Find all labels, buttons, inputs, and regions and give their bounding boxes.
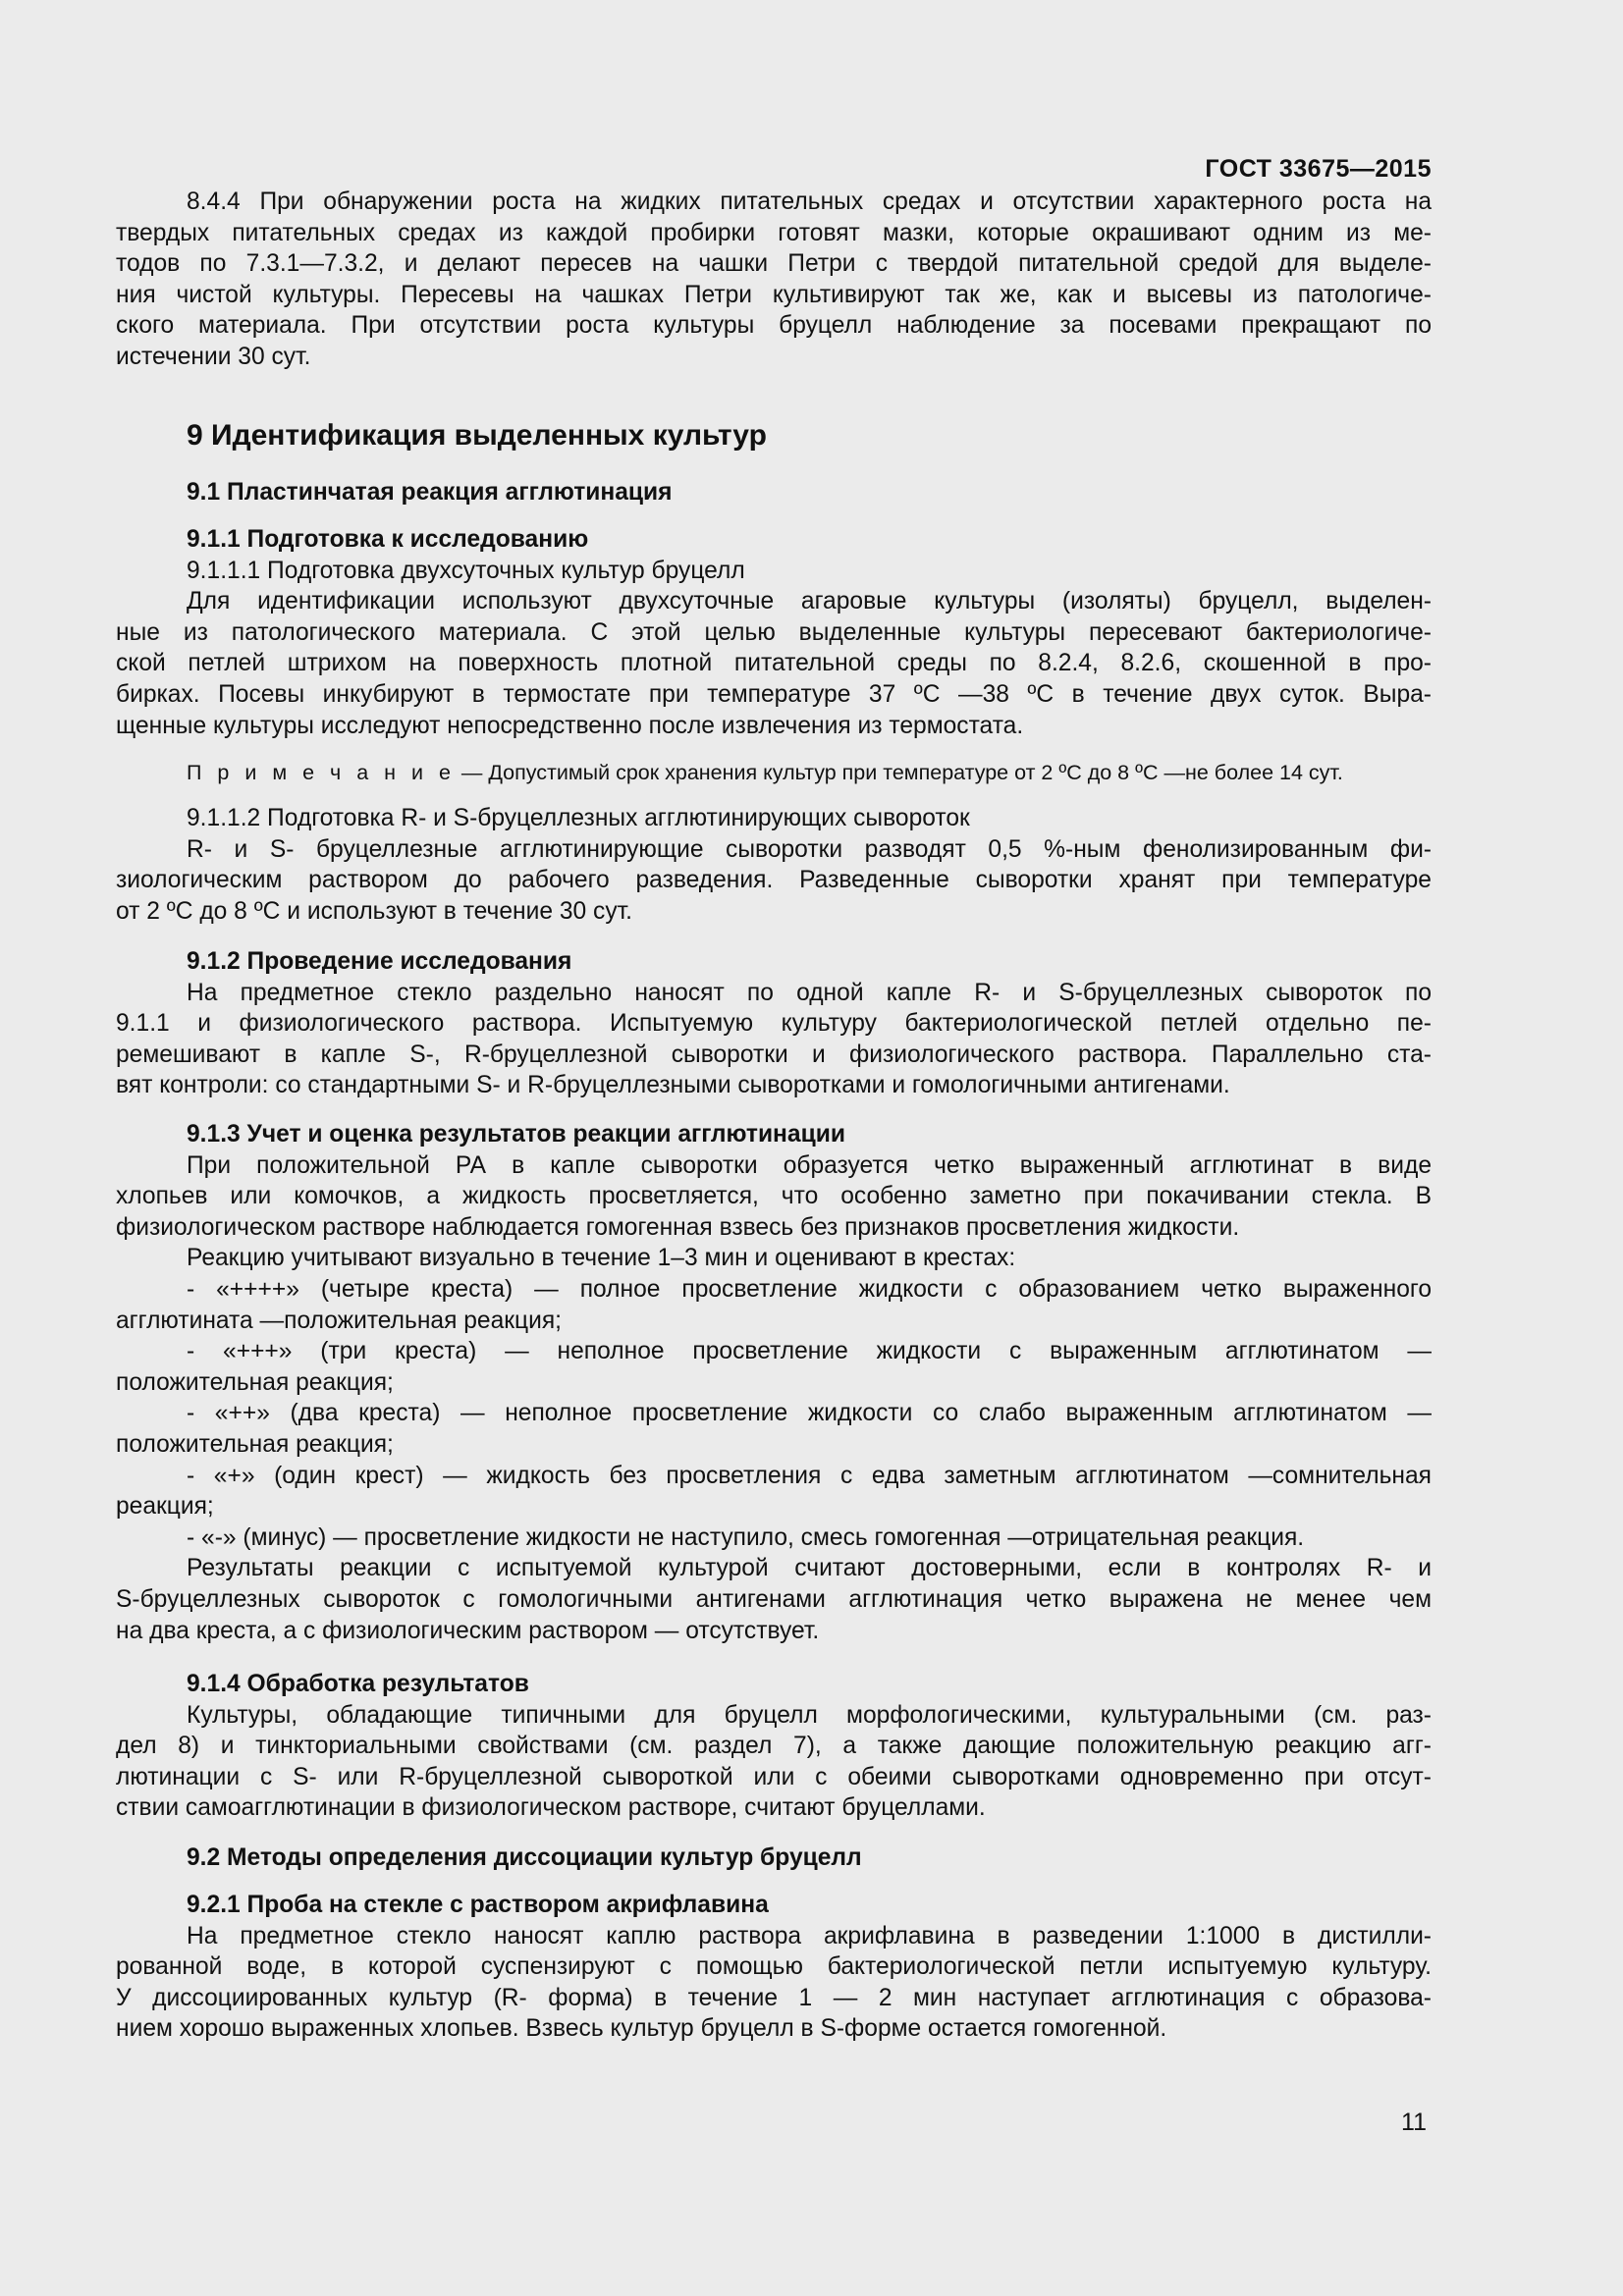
text-line: лютинации с S- или R-бруцеллезной сывороткой или с обеими сыворотками одновременно при отсут-: [116, 1763, 1432, 1790]
text-line: тодов по 7.3.1—7.3.2, и делают пересев на чашки Петри с твердой питательной средой для выделе-: [116, 250, 1432, 278]
paragraph-9-1-3: [116, 1150, 1432, 1647]
note-block: [116, 758, 1432, 787]
text-line: 8.4.4 При обнаружении роста на жидких питательных средах и отсутствии характерного роста на: [187, 188, 1432, 215]
subsection-9-1-4-block: [116, 1669, 1432, 1824]
text-line: - «++» (два креста) — неполное просветление жидкости со слабо выраженным агглютинатом —: [187, 1400, 1432, 1427]
text-line: ремешивают в капле S-, R-бруцеллезной сыворотки и физиологического раствора. Параллельно ста-: [116, 1041, 1432, 1068]
subsection-9-1-4-title: 9.1.4 Обработка результатов: [187, 1671, 529, 1697]
text-line: 9.1.1 и физиологического раствора. Испытуемую культуру бактериологической петлей отдельно пе-: [116, 1010, 1432, 1038]
subsection-9-1-1-title: 9.1.1 Подготовка к исследованию: [187, 526, 589, 553]
text-line: положительная реакция;: [116, 1368, 394, 1396]
paragraph-9-1-2: [116, 978, 1432, 1101]
subsection-9-2-1-title: 9.2.1 Проба на стекле с раствором акрифлавина: [187, 1892, 769, 1918]
text-line: зиологическим раствором до рабочего разведения. Разведенные сыворотки хранят при температуре: [116, 867, 1432, 894]
text-line: Для идентификации используют двухсуточные агаровые культуры (изоляты) бруцелл, выделен-: [187, 588, 1432, 615]
paragraph-9-2-1: [116, 1921, 1432, 2045]
paragraph-9-1-1-2: [116, 834, 1432, 928]
text-line: твердых питательных средах из каждой пробирки готовят мазки, которые окрашивают одним из ме-: [116, 219, 1432, 246]
section-9-heading-block: [116, 419, 1432, 453]
text-line: R- и S- бруцеллезные агглютинирующие сыворотки разводят 0,5 %-ным фенолизированным фи-: [187, 835, 1432, 863]
text-line: вят контроли: со стандартными S- и R-бруцеллезными сыворотками и гомологичными антигенами.: [116, 1072, 1230, 1099]
text-line: физиологическом растворе наблюдается гомогенная взвесь без признаков просветления жидкости.: [116, 1213, 1240, 1241]
subsection-9-1-2-title: 9.1.2 Проведение исследования: [187, 948, 572, 975]
text-line: У диссоциированных культур (R- форма) в течение 1 — 2 мин наступает агглютинация с образова-: [116, 1984, 1432, 2011]
text-line: щенные культуры исследуют непосредственно после извлечения из термостата.: [116, 712, 1024, 739]
note-label: П р и м е ч а н и е: [187, 761, 456, 784]
subsection-9-1-1-block: [116, 524, 1432, 741]
text-line: агглютината —положительная реакция;: [116, 1307, 563, 1334]
standard-header: ГОСТ 33675—2015: [1205, 155, 1432, 183]
text-line: хлопьев или комочков, а жидкость просветляется, что особенно заметно при покачивании стекла. В: [116, 1183, 1432, 1210]
text-line: на два креста, а с физиологическим раствором — отсутствует.: [116, 1617, 820, 1644]
page-number: 11: [1401, 2109, 1427, 2136]
text-line: - «+» (один крест) — жидкость без просветления с едва заметным агглютинатом —сомнительная: [187, 1462, 1432, 1489]
text-line: - «++++» (четыре креста) — полное просветление жидкости с образованием четко выраженного: [187, 1275, 1432, 1303]
text-line: ния чистой культуры. Пересевы на чашках Петри культивируют так же, как и высевы из патологиче-: [116, 281, 1432, 308]
subsection-9-1-title: 9.1 Пластинчатая реакция агглютинация: [187, 479, 673, 506]
text-line: При положительной РА в капле сыворотки образуется четко выраженный агглютинат в виде: [187, 1151, 1432, 1179]
text-line: На предметное стекло раздельно наносят по одной капле R- и S-бруцеллезных сывороток по: [187, 979, 1432, 1006]
text-line: ской петлей штрихом на поверхность плотной питательной среды по 8.2.4, 8.2.6, скошенной в про-: [116, 650, 1432, 677]
paragraph-9-1-4: [116, 1700, 1432, 1824]
text-line: Результаты реакции с испытуемой культурой считают достоверными, если в контролях R- и: [187, 1555, 1432, 1582]
text-line: Культуры, обладающие типичными для бруцелл морфологическими, культуральными (см. раз-: [187, 1701, 1432, 1729]
text-line: ского материала. При отсутствии роста культуры бруцелл наблюдение за посевами прекращают по: [116, 312, 1432, 340]
text-line: бирках. Посевы инкубируют в термостате при температуре 37 ºС —38 ºС в течение двух суток. Выра-: [116, 680, 1432, 708]
paragraph-8-4-4: [116, 187, 1432, 373]
text-line: S-бруцеллезных сывороток с гомологичными антигенами агглютинация четко выражена не менее чем: [116, 1585, 1432, 1613]
subsection-9-2-1-block: [116, 1890, 1432, 2045]
paragraph-9-1-1-1: [116, 586, 1432, 741]
text-line: 9.1.1.2 Подготовка R- и S-бруцеллезных агглютинирующих сывороток: [187, 805, 970, 831]
text-line: ные из патологического материала. С этой целью выделенные культуры пересевают бактериологиче-: [116, 618, 1432, 646]
subsection-9-1-1-2-title: [116, 803, 1432, 834]
text-line: ствии самоагглютинации в физиологическом растворе, считают бруцеллами.: [116, 1794, 986, 1822]
note-text: — Допустимый срок хранения культур при температуре от 2 ºС до 8 ºС —не более 14 сут.: [455, 761, 1343, 784]
note: [116, 758, 1432, 787]
subsection-9-1-3-title: 9.1.3 Учет и оценка результатов реакции агглютинации: [187, 1121, 845, 1148]
subsection-9-1-1-1-title: [116, 556, 1432, 587]
text-line: На предметное стекло наносят каплю раствора акрифлавина в разведении 1:1000 в дистилли-: [187, 1922, 1432, 1949]
subsection-9-1-3-block: [116, 1119, 1432, 1646]
subsection-9-2-title: 9.2 Методы определения диссоциации культур бруцелл: [187, 1844, 862, 1871]
text-line: Реакцию учитывают визуально в течение 1–3 мин и оценивают в крестах:: [187, 1245, 1016, 1272]
text-line: рованной воде, в которой суспензируют с помощью бактериологической петли испытуемую культуру.: [116, 1953, 1432, 1981]
section-9-title: 9 Идентификация выделенных культур: [187, 419, 767, 452]
text-line: от 2 ºС до 8 ºС и используют в течение 30 сут.: [116, 897, 633, 925]
text-line: реакция;: [116, 1493, 214, 1521]
subsection-9-1-heading-block: [116, 477, 1432, 508]
subsection-9-1-2-block: [116, 946, 1432, 1101]
text-line: дел 8) и тинкториальными свойствами (см. раздел 7), а также дающие положительную реакцию агг-: [116, 1733, 1432, 1760]
paragraph-8-4-4-text: [116, 187, 1432, 373]
subsection-9-2-heading-block: [116, 1842, 1432, 1874]
subsection-9-1-1-2-block: [116, 803, 1432, 927]
text-line: положительная реакция;: [116, 1430, 394, 1458]
text-line: истечении 30 сут.: [116, 343, 311, 370]
text-line: - «-» (минус) — просветление жидкости не наступило, смесь гомогенная —отрицательная реакция.: [187, 1523, 1305, 1551]
text-line: - «+++» (три креста) — неполное просветление жидкости с выраженным агглютинатом —: [187, 1338, 1432, 1365]
text-line: нием хорошо выраженных хлопьев. Взвесь культур бруцелл в S-форме остается гомогенной.: [116, 2015, 1167, 2043]
text-line: 9.1.1.1 Подготовка двухсуточных культур бруцелл: [187, 557, 745, 584]
